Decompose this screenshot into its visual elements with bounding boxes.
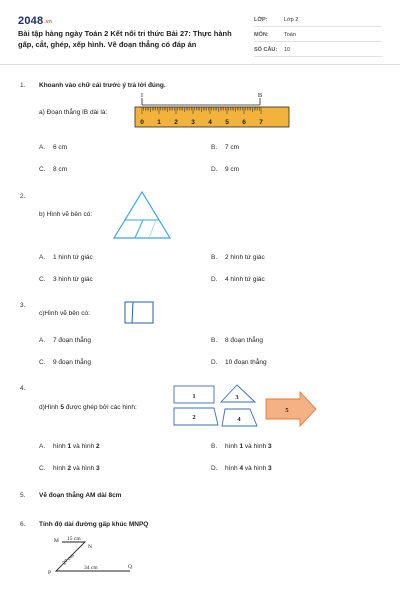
- question-5-number: 5.: [20, 492, 26, 499]
- shape-5-label: 5: [285, 407, 289, 414]
- question-1-sub: a) Đoạn thẳng IB dài là:: [39, 109, 108, 116]
- segment-np-length: 27 cm: [61, 552, 76, 567]
- point-i-label: I: [140, 92, 144, 99]
- q1-option-b[interactable]: B. 7 cm: [211, 144, 240, 151]
- meta-subject: MÔN: Toán: [254, 29, 382, 42]
- ruler-tick-label: 6: [242, 119, 246, 126]
- ruler-figure: [134, 88, 292, 130]
- meta-class: LỚP: Lớp 2: [254, 14, 382, 27]
- ruler-tick-label: 4: [208, 119, 212, 126]
- question-1-number: 1.: [20, 82, 26, 89]
- ruler-tick-label: 1: [157, 119, 161, 126]
- site-logo[interactable]: 2048.vn: [18, 15, 53, 27]
- q4-option-d[interactable]: D. hình 4 và hình 3: [211, 465, 272, 472]
- document-header: [0, 0, 400, 64]
- question-4-number: 4.: [20, 385, 26, 392]
- shape-4-label: 4: [237, 416, 241, 423]
- ruler-tick-label: 3: [191, 119, 195, 126]
- q1-option-c[interactable]: C. 8 cm: [39, 166, 68, 173]
- q4-option-a[interactable]: A. hình 1 và hình 2: [39, 443, 100, 450]
- question-2-number: 2.: [20, 193, 26, 200]
- triangle-figure: [112, 190, 172, 240]
- q3-option-a[interactable]: A. 7 đoạn thẳng: [39, 337, 91, 344]
- q2-option-b[interactable]: B. 2 hình tứ giác: [211, 254, 265, 261]
- shape-3-label: 3: [235, 394, 239, 401]
- rectangle-figure: [124, 301, 154, 325]
- ruler-tick-label: 5: [225, 119, 229, 126]
- question-3-number: 3.: [20, 302, 26, 309]
- meta-question-count: SỐ CÂU: 10: [254, 44, 382, 57]
- question-5-text: Vẽ đoạn thẳng AM dài 8cm: [39, 492, 122, 499]
- q3-option-d[interactable]: D. 10 đoạn thẳng: [211, 359, 267, 366]
- question-6-text: Tính độ dài đường gấp khúc MNPQ: [39, 521, 149, 528]
- question-3-sub: c)Hình vẽ bên có:: [39, 310, 90, 317]
- segment-pq-length: 34 cm: [84, 565, 98, 571]
- ruler-tick-label: 0: [140, 119, 144, 126]
- q3-option-b[interactable]: B. 8 đoạn thẳng: [211, 337, 263, 344]
- q4-option-c[interactable]: C. hình 2 và hình 3: [39, 465, 100, 472]
- question-6-number: 6.: [20, 521, 26, 528]
- q1-option-a[interactable]: A. 6 cm: [39, 144, 68, 151]
- q2-option-c[interactable]: C. 3 hình tứ giác: [39, 276, 93, 283]
- point-p-label: P: [48, 570, 52, 576]
- q2-option-d[interactable]: D. 4 hình tứ giác: [211, 276, 265, 283]
- question-2-sub: b) Hình vẽ bên có:: [39, 211, 93, 218]
- q3-option-c[interactable]: C. 9 đoạn thẳng: [39, 359, 91, 366]
- point-n-label: N: [88, 544, 92, 550]
- q1-option-d[interactable]: D. 9 cm: [211, 166, 240, 173]
- ruler-tick-label: 7: [259, 119, 263, 126]
- document-title: Bài tập hàng ngày Toán 2 Kết nối tri thức Bài 27: Thực hành gấp, cắt, ghép, xếp hình. Vẽ đoạn thẳng có đáp án: [18, 29, 232, 49]
- point-q-label: Q: [128, 564, 132, 570]
- ruler: [135, 107, 289, 127]
- shape-2-label: 2: [192, 414, 196, 421]
- point-b-label: B: [257, 92, 263, 99]
- question-1-text: Khoanh vào chữ cái trước ý trả lời đúng.: [39, 82, 166, 89]
- ruler-tick-label: 2: [174, 119, 178, 126]
- q2-option-a[interactable]: A. 1 hình tứ giác: [39, 254, 93, 261]
- point-m-label: M: [54, 538, 59, 544]
- question-4-sub: d)Hình 5 được ghép bởi các hình:: [39, 404, 137, 411]
- shape-1-label: 1: [192, 393, 196, 400]
- header-divider: [0, 64, 400, 65]
- polyline-figure: [44, 532, 144, 578]
- q4-option-b[interactable]: B. hình 1 và hình 3: [211, 443, 272, 450]
- segment-mn-length: 15 cm: [67, 536, 81, 542]
- shapes-figure: [170, 382, 320, 432]
